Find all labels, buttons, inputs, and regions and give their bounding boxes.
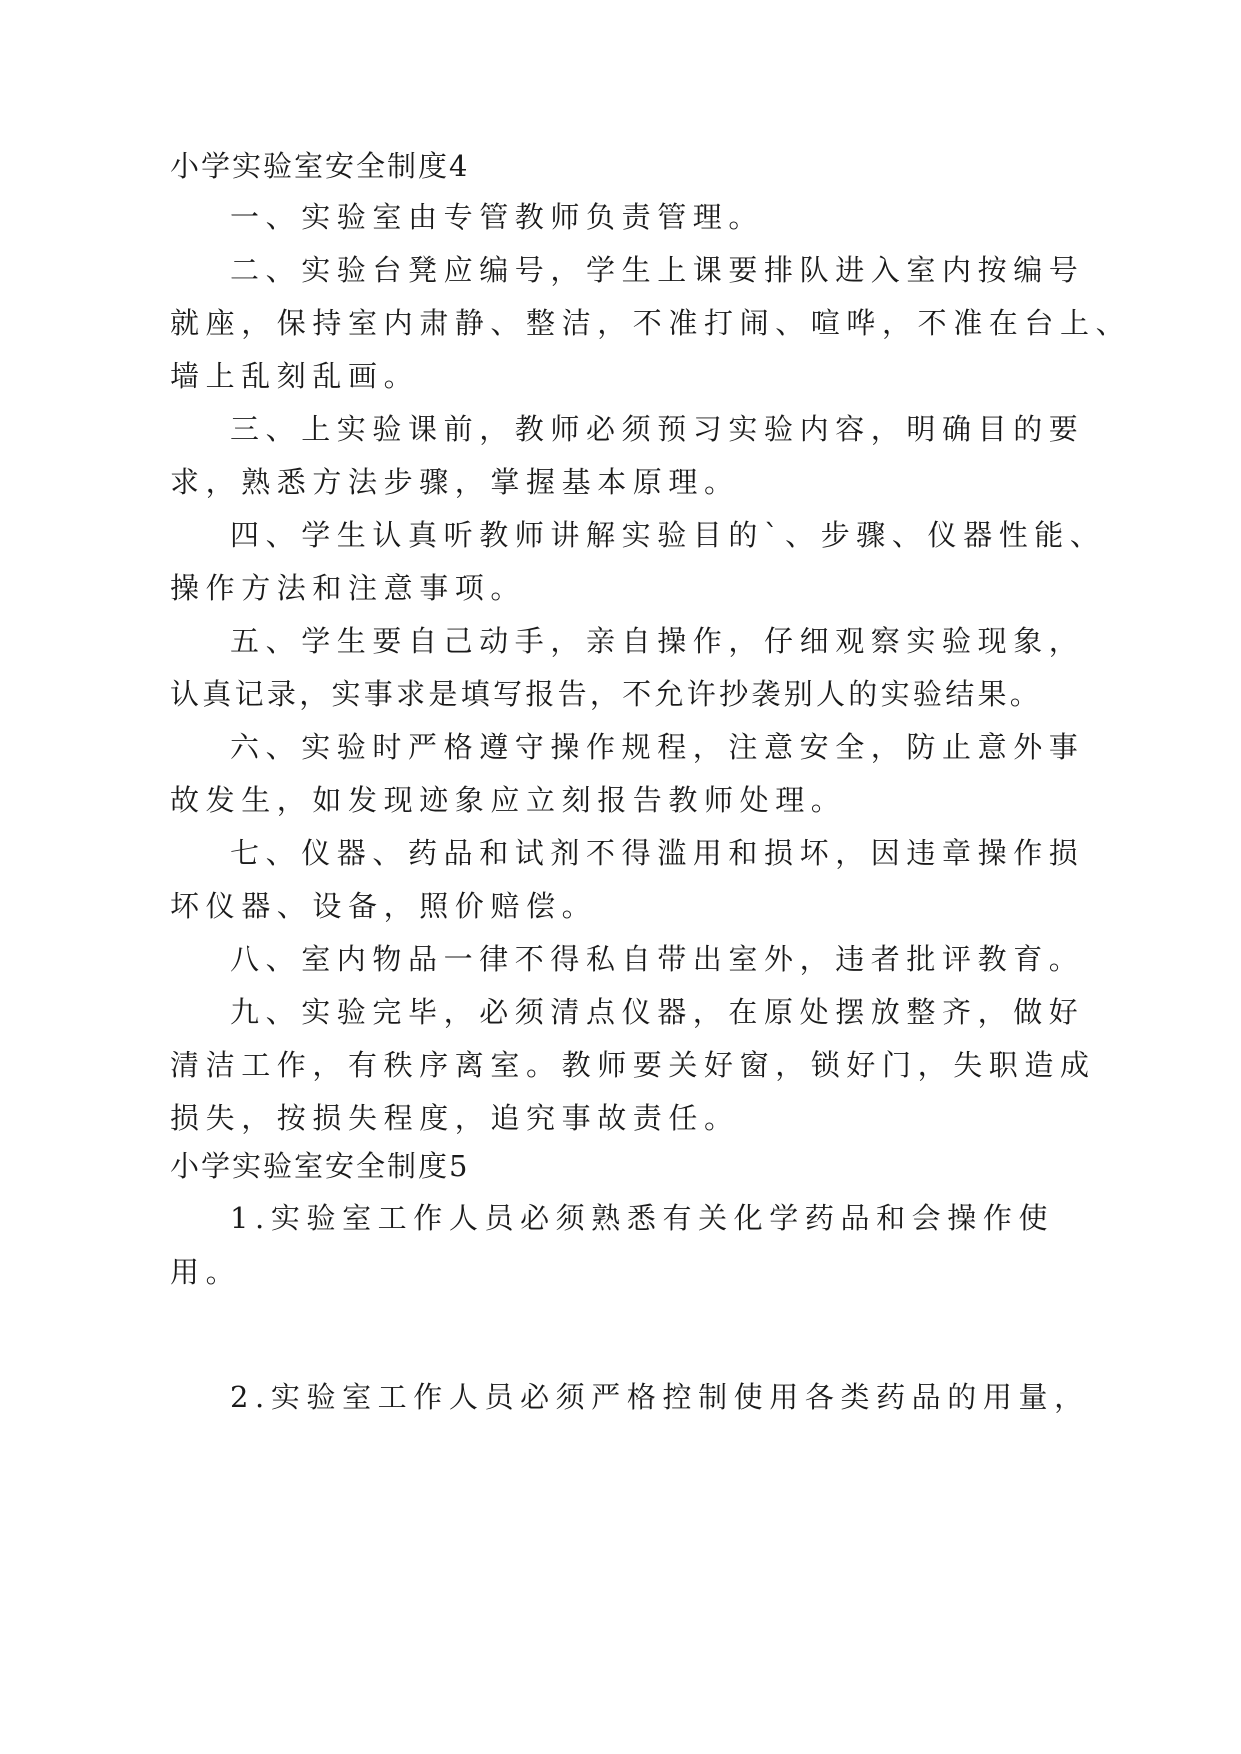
- s5-item-2-line-1: 2.实验室工作人员必须严格控制使用各类药品的用量，: [230, 1380, 1090, 1414]
- s4-item-2-line-1: 二、实验台凳应编号，学生上课要排队进入室内按编号: [230, 253, 1085, 287]
- s4-item-5-line-2: 认真记录，实事求是填写报告，不允许抄袭别人的实验结果。: [170, 677, 1043, 711]
- s4-item-3-line-2: 求，熟悉方法步骤，掌握基本原理。: [170, 465, 740, 499]
- s4-item-2-line-2: 就座，保持室内肃静、整洁，不准打闹、喧哗，不准在台上、: [170, 306, 1132, 340]
- s5-item-1-line-2: 用。: [170, 1255, 242, 1289]
- s4-item-3-line-1: 三、上实验课前，教师必须预习实验内容，明确目的要: [230, 412, 1085, 446]
- s4-item-1-line-1: 一、实验室由专管教师负责管理。: [230, 200, 765, 234]
- section-5-title: 小学实验室安全制度5: [170, 1149, 470, 1183]
- s4-item-8-line-1: 八、室内物品一律不得私自带出室外，违者批评教育。: [230, 942, 1085, 976]
- s5-item-1-line-1: 1.实验室工作人员必须熟悉有关化学药品和会操作使: [230, 1201, 1055, 1235]
- section-4-title: 小学实验室安全制度4: [170, 149, 470, 183]
- s4-item-9-line-2: 清洁工作，有秩序离室。教师要关好窗，锁好门，失职造成: [170, 1048, 1096, 1082]
- s4-item-9-line-1: 九、实验完毕，必须清点仪器，在原处摆放整齐，做好: [230, 995, 1085, 1029]
- s4-item-7-line-1: 七、仪器、药品和试剂不得滥用和损坏，因违章操作损: [230, 836, 1085, 870]
- s4-item-2-line-3: 墙上乱刻乱画。: [170, 359, 420, 393]
- s4-item-6-line-2: 故发生，如发现迹象应立刻报告教师处理。: [170, 783, 847, 817]
- s4-item-6-line-1: 六、实验时严格遵守操作规程，注意安全，防止意外事: [230, 730, 1085, 764]
- s4-item-7-line-2: 坏仪器、设备，照价赔偿。: [170, 889, 598, 923]
- s4-item-5-line-1: 五、学生要自己动手，亲自操作，仔细观察实验现象，: [230, 624, 1085, 658]
- s4-item-9-line-3: 损失，按损失程度，追究事故责任。: [170, 1101, 740, 1135]
- s4-item-4-line-2: 操作方法和注意事项。: [170, 571, 527, 605]
- s4-item-4-line-1: 四、学生认真听教师讲解实验目的`、步骤、仪器性能、: [230, 518, 1106, 552]
